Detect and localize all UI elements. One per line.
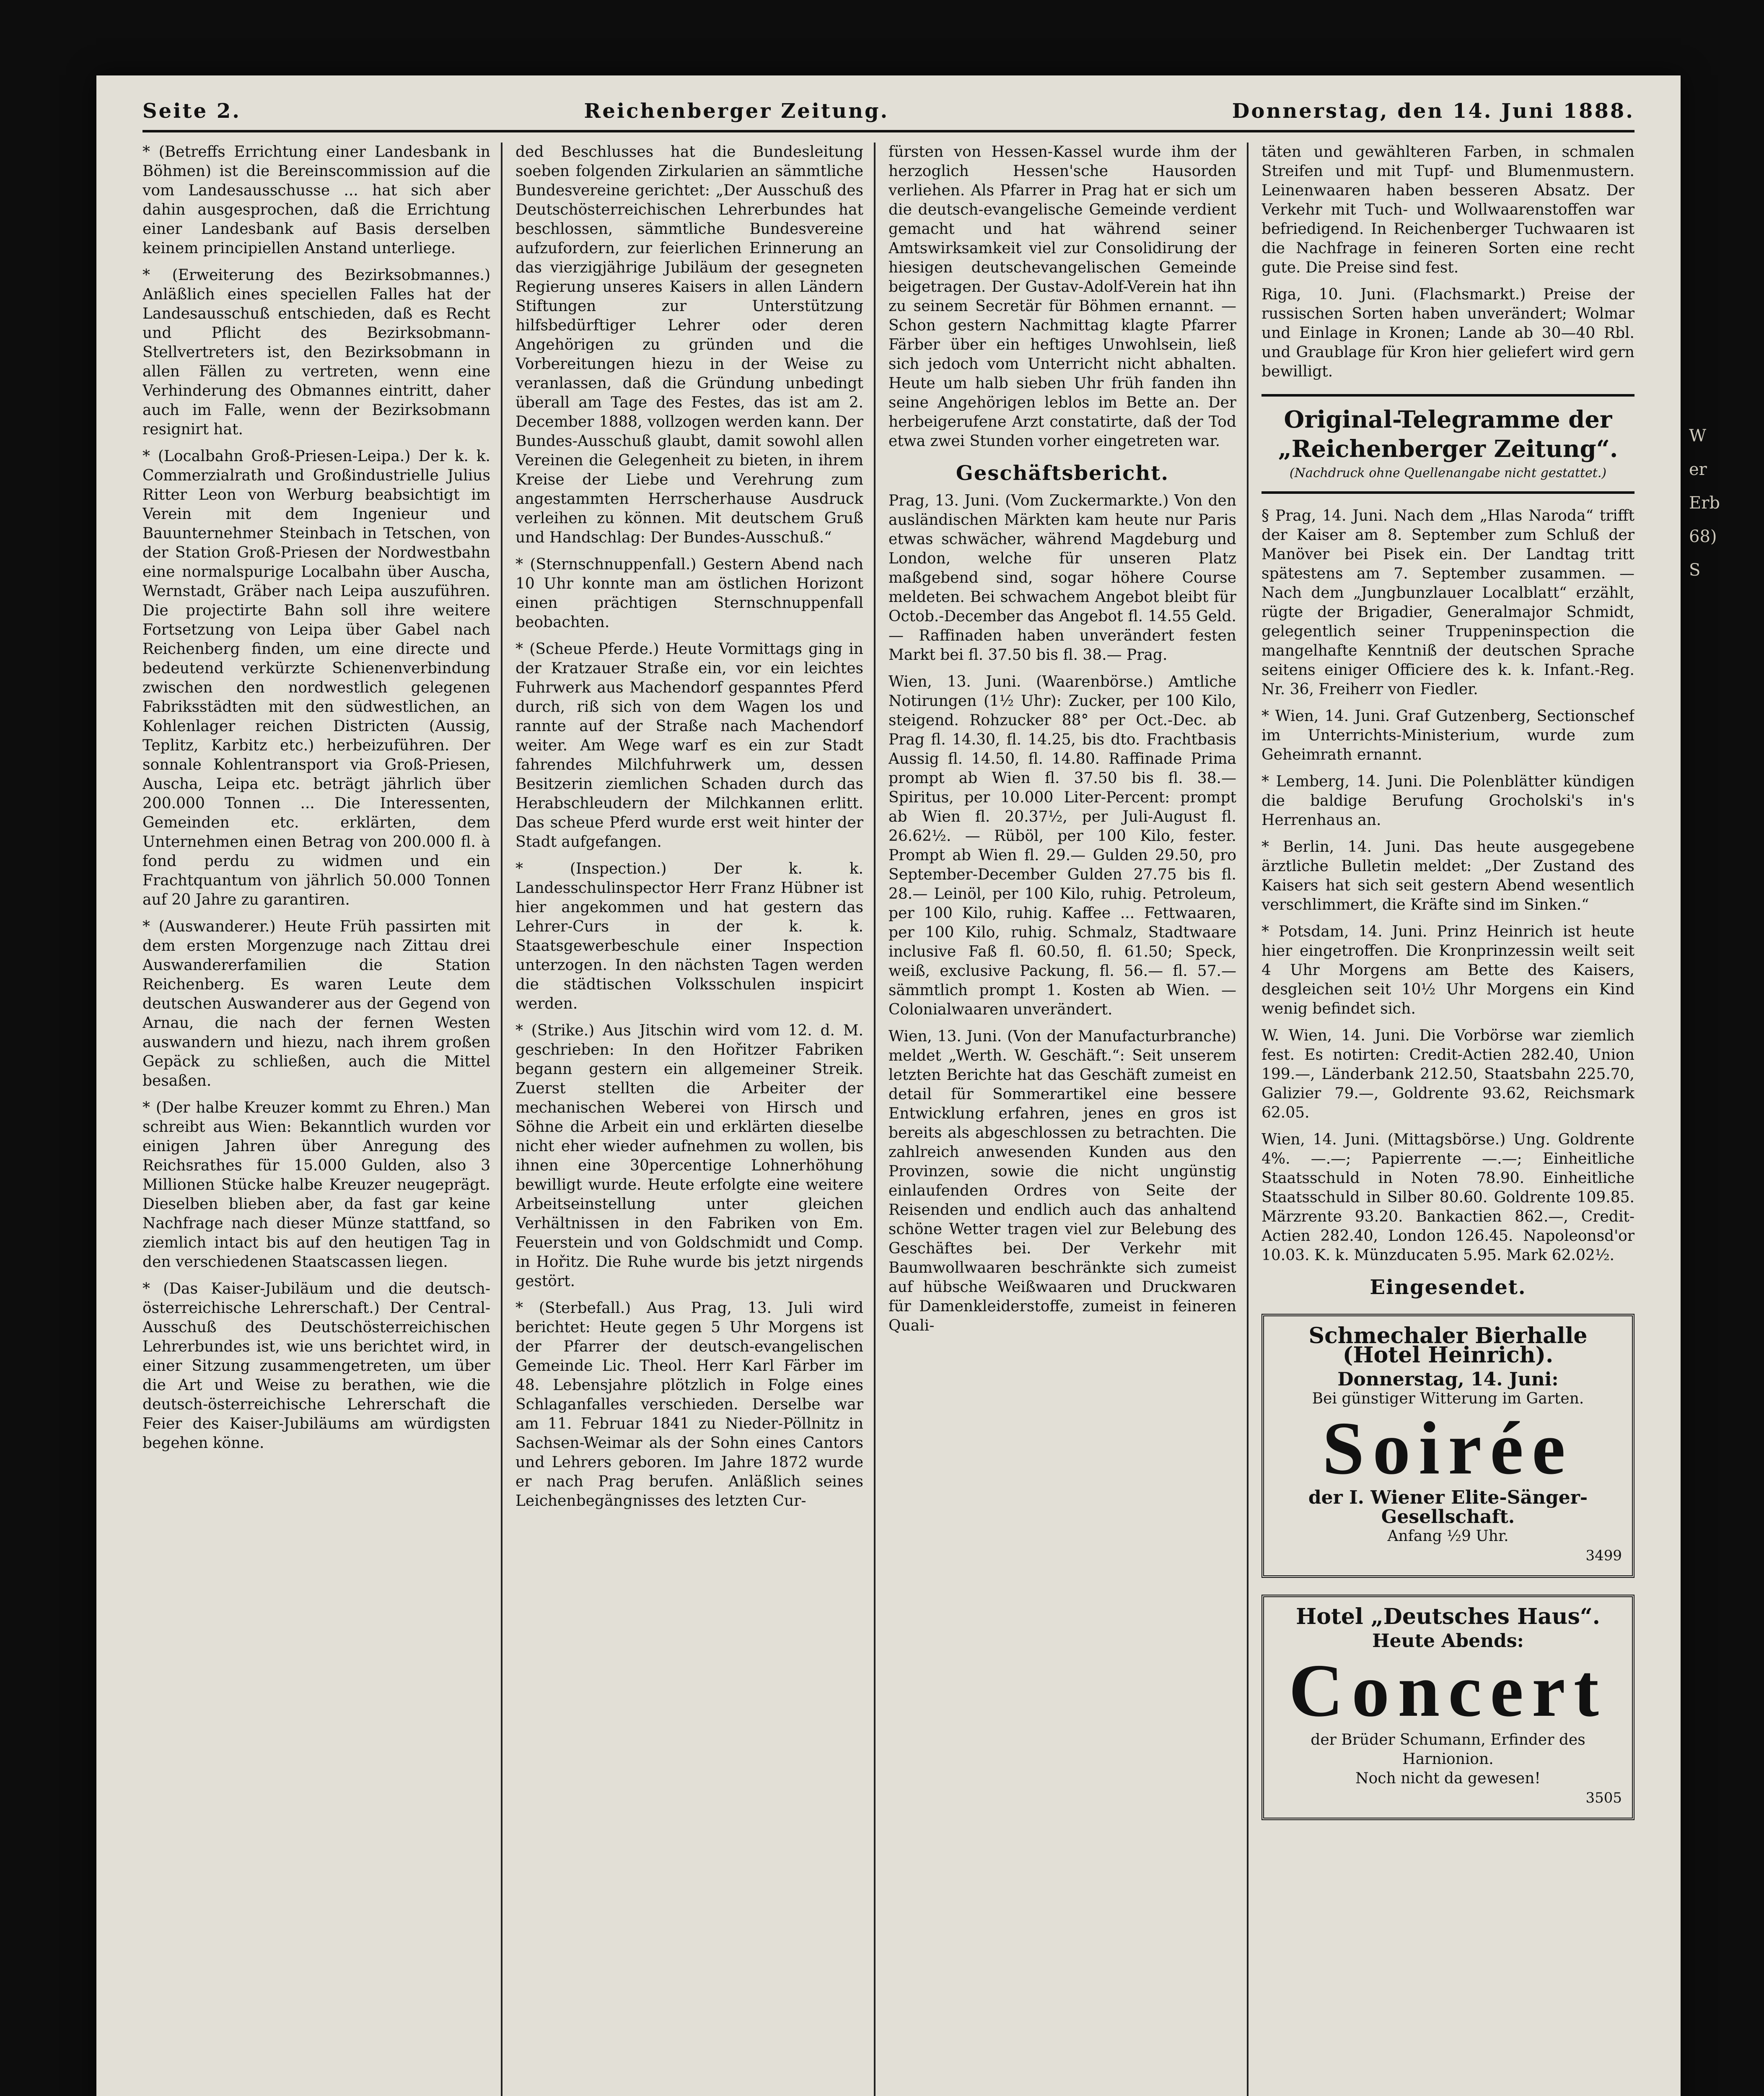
article-localbahn: * (Localbahn Groß-Priesen-Leipa.) Der k. k. Commerzialrath und Großindustrielle Julius Ritter Leon von Werburg beabsichtigt im Verein mit dem Ingenieur und Bauunternehmer Steinbach in Tetschen, von der Station Groß-Priesen der Nordwestbahn eine normalspurige Localbahn über Auscha, Wernstadt, Gräber nach Leipa auszuführen. Die projectirte Bahn soll ihre weitere Fortsetzung von Leipa über Gabel nach Reichenberg finden, um eine directe und bedeutend verkürzte Schienenverbindung zwischen den nordwestlich gelegenen Fabriksstädten mit den südwestlichen, an Kohlenlager reichen Districten (Aussig, Teplitz, Karbitz etc.) herbeizuführen. Der sonnale Kohlentransport via Groß-Priesen, Auscha, Leipa etc. beträgt jährlich über 200.000 Tonnen ... Die Interessenten, Gemeinden etc. erklärten, dem Unternehmen einen Betrag von 200.000 fl. à fond perdu zu widmen und ein Frachtquantum von jährlich 50.000 Tonnen auf 20 Jahre zu garantiren. xyxy=(142,448,490,908)
article-faerber-continued: fürsten von Hessen-Kassel wurde ihm der herzoglich Hessen'sche Hausorden verliehen. Als Pfarrer in Prag hat er sich um die deutsch-evangelische Gemeinde verdient gemacht und hat während seiner Amtswirksamkeit viel zur Consolidirung der hiesigen deutschevangelischen Gemeinde beigetragen. Der Gustav-Adolf-Verein hat ihn zu seinem Secretär für Böhmen ernannt. — Schon gestern Nachmittag klagte Pfarrer Färber über ein heftiges Unwohlsein, ließ sich jedoch vom Unterricht nicht abhalten. Heute um halb sieben Uhr früh fanden ihn seine Angehörigen leblos im Bette an. Der herbeigerufene Arzt constatirte, daß der Tod etwa zwei Stunden vorher eingetreten war. xyxy=(888,143,1236,450)
telegram-potsdam: * Potsdam, 14. Juni. Prinz Heinrich ist heute hier eingetroffen. Die Kronprinzessin weilt seit 4 Uhr Morgens am Bette des Kaisers, desgleichen seit 10½ Uhr Morgens ein Kind wenig befindet sich. xyxy=(1261,923,1634,1017)
article-inspection: * (Inspection.) Der k. k. Landesschulinspector Herr Franz Hübner ist hier angekommen und hat gestern das Lehrer-Curs in der k. k. Staatsgewerbeschule einer Inspection unterzogen. In den nächsten Tagen werden die städtischen Volksschulen inspicirt werden. xyxy=(515,860,863,1012)
article-sterbefall: * (Sterbefall.) Aus Prag, 13. Juli wird berichtet: Heute gegen 5 Uhr Morgens ist der Pfarrer der deutsch-evangelischen Gemeinde Lic. Theol. Herr Karl Färber im 48. Lebensjahre plötzlich in Folge eines Schlaganfalles verschieden. Derselbe war am 11. Februar 1841 zu Nieder-Pöllnitz in Sachsen-Weimar als der Sohn eines Cantors und Lehrers geboren. Im Jahre 1872 wurde er nach Prag berufen. Anläßlich seines Leichenbegängnisses des letzten Cur- xyxy=(515,1300,863,1510)
telegram-lemberg: * Lemberg, 14. Juni. Die Polenblätter kündigen die baldige Berufung Grocholski's in's Herrenhaus an. xyxy=(1261,773,1634,829)
telegram-berlin: * Berlin, 14. Juni. Das heute ausgegebene ärztliche Bulletin meldet: „Der Zustand des Kaisers hat sich seit gestern Abend wesentlich verschlimmert, die Kräfte sind im Sinken.“ xyxy=(1261,838,1634,913)
ad-venue: Hotel „Deutsches Haus“. xyxy=(1296,1604,1600,1629)
newspaper-page xyxy=(96,75,1681,2096)
ad-number: 3499 xyxy=(1585,1547,1622,1564)
adjacent-page-fragment xyxy=(1689,419,1752,1677)
edge-text: S xyxy=(1689,560,1701,580)
telegram-wien: * Wien, 14. Juni. Graf Gutzenberg, Sectionschef im Unterrichts-Ministerium, wurde zum Geheimrath ernannt. xyxy=(1261,708,1634,763)
section-heading-eingesendet: Eingesendet. xyxy=(1370,1276,1526,1299)
report-manufactur: Wien, 13. Juni. (Von der Manufacturbranche) meldet „Werth. W. Geschäft.“: Seit unserem letzten Berichte hat das Geschäft zumeist en detail für Sommerartikel eine bessere Entwicklung erfahren, jenes en gros ist bereits als abgeschlossen zu betrachten. Die zahlreich anwesenden Kunden aus den Provinzen, sowie die nicht ungünstig einlaufenden Ordres von Seite der Reisenden und endlich auch das anhaltend schöne Wetter tragen viel zur Belebung des Geschäftes bei. Der Verkehr mit Baumwollwaaren beschränkte sich zumeist auf hübsche Weißwaaren und Druckwaren für Damenkleiderstoffe, zumeist in feineren Quali- xyxy=(888,1028,1236,1334)
ad-performer: der Brüder Schumann, Erfinder des Harnionion. xyxy=(1311,1731,1585,1768)
issue-date: Donnerstag, den 14. Juni 1888. xyxy=(1232,99,1634,123)
report-riga-flachs: Riga, 10. Juni. (Flachsmarkt.) Preise der russischen Sorten haben unverändert; Wolmar und Einlage in Kronen; Lande ab 30—40 Rbl. und Graublage für Kron hier geliefert wird gern bewilligt. xyxy=(1261,286,1634,380)
telegram-vorboerse: W. Wien, 14. Juni. Die Vorbörse war ziemlich fest. Es notirten: Credit-Actien 282.40, Union 199.—, Länderbank 212.50, Staatsbahn 225.70, Galizier 79.—, Goldrente 93.62, Reichsmark 62.05. xyxy=(1261,1027,1634,1121)
newspaper-title: Reichenberger Zeitung. xyxy=(584,99,889,123)
telegram-box-title: Original-Telegramme der „Reichenberger Zeitung“. xyxy=(1278,406,1618,463)
article-bezirksobmann: * (Erweiterung des Bezirksobmannes.) Anläßlich eines speciellen Falles hat der Landesausschuß entschieden, daß es Recht und Pflicht des Bezirksobmann-Stellvertreters ist, den Bezirksobmann in allen Fällen zu vertreten, wenn eine Verhinderung des Obmannes eintritt, daher auch im Falle, wenn der Bezirksobmann resignirt hat. xyxy=(142,267,490,438)
article-auswanderer: * (Auswanderer.) Heute Früh passirten mit dem ersten Morgenzuge nach Zittau drei Auswandererfamilien die Station Reichenberg. Es waren Leute dem deutschen Auswanderer aus der Gegend von Arnau, die nach der fernen Westen auswandern und hiezu, nach ihrem großen Gepäck zu schließen, auch die Mittel besaßen. xyxy=(142,918,490,1090)
telegram-prag: § Prag, 14. Juni. Nach dem „Hlas Naroda“ trifft der Kaiser am 8. September zum Schluß der Manöver bei Pisek ein. Der Landtag tritt spätestens am 7. September zusammen. — Nach dem „Jungbunzlauer Localblatt“ erzählt, rügte der Brigadier, Generalmajor Schmidt, gelegentlich seiner Truppeninspection die mangelhafte Kenntniß der deutschen Sprache seitens einiger Officiere des k. k. Infant.-Reg. Nr. 36, Freiherr von Fiedler. xyxy=(1261,507,1634,698)
section-heading-business: Geschäftsbericht. xyxy=(956,462,1169,485)
article-kaiser-jubilaeum: * (Das Kaiser-Jubiläum und die deutsch-österreichische Lehrerschaft.) Der Central-Ausschuß des Deutschösterreichischen Lehrerbundes ist, wie uns berichtet wird, in einer Sitzung zusammengetreten, um über die Art und Weise zu berathen, wie die deutsch-österreichische Lehrerschaft die Feier des Kaiser-Jubiläums am würdigsten begehen könne. xyxy=(142,1280,490,1452)
column-rule xyxy=(874,143,876,2096)
article-landesbank: * (Betreffs Errichtung einer Landesbank in Böhmen) ist die Bereinscommission auf die vom Landesausschusse ... hat sich aber dahin ausgesprochen, daß die Errichtung einer Landesbank auf Basis derselben keinem principiellen Anstand unterliege. xyxy=(142,143,490,257)
column-rule xyxy=(1247,143,1249,2096)
report-waarenboerse: Wien, 13. Juni. (Waarenbörse.) Amtliche Notirungen (1½ Uhr): Zucker, per 100 Kilo, steigend. Rohzucker 88° per Oct.-Dec. ab Prag fl. 14.30, fl. 14.25, bis dto. Frachtbasis Aussig fl. 14.50, fl. 14.80. Raffinade Prima prompt ab Wien fl. 37.50 bis fl. 38.— Spiritus, per 10.000 Liter-Percent: prompt ab Wien fl. 20.37½, per Juli-August fl. 26.62½. — Rüböl, per 100 Kilo, fester. Prompt ab Wien fl. 29.— Gulden 29.50, pro September-December Gulden 27.75 bis fl. 28.— Leinöl, per 100 Kilo, ruhig. Petroleum, per 100 Kilo, ruhig. Kaffee ... Fettwaaren, per 100 Kilo, ruhig. Schmalz, Stadtwaare inclusive Faß fl. 60.50, fl. 61.50; Speck, weiß, exclusive Packung, fl. 56.— fl. 57.— sämmtlich prompt 1. Kosten ab Wien. — Colonialwaaren unverändert. xyxy=(888,673,1236,1018)
ad-condition: Bei günstiger Witterung im Garten. xyxy=(1312,1390,1584,1407)
report-manufactur-continued: täten und gewählteren Farben, in schmalen Streifen und mit Tupf- und Blumenmustern. Leinenwaaren haben besseren Absatz. Der Verkehr mit Tuch- und Wollwaarenstoffen war befriedigend. In Reichenberger Tuchwaaren ist die Nachfrage in feineren Sorten eine recht gute. Die Preise sind fest. xyxy=(1261,143,1634,276)
column-rule xyxy=(501,143,503,2096)
article-halbe-kreuzer: * (Der halbe Kreuzer kommt zu Ehren.) Man schreibt aus Wien: Bekanntlich wurden vor einigen Jahren über Anregung des Reichsrathes für 15.000 Gulden, also 3 Millionen Stücke halbe Kreuzer neugeprägt. Dieselben blieben aber, da fast gar keine Nachfrage nach dieser Münze stattfand, so ziemlich intact bis auf den heutigen Tag in den verschiedenen Staatscassen liegen. xyxy=(142,1099,490,1271)
ad-headline: Concert xyxy=(1289,1649,1607,1732)
ad-date: Donnerstag, 14. Juni: xyxy=(1337,1369,1559,1390)
column-1 xyxy=(142,143,490,2096)
telegram-box xyxy=(1261,394,1634,494)
article-scheue-pferde: * (Scheue Pferde.) Heute Vormittags ging in der Kratzauer Straße ein, vor ein leichtes Fuhrwerk aus Machendorf gespanntes Pferd durch, riß sich von dem Wagen los und rannte auf der Straße nach Machendorf weiter. Am Wege warf es ein zur Stadt fahrendes Milchfuhrwerk um, dessen Besitzerin ziemlichen Schaden durch das Herabschleudern der Milchkannen erlitt. Das scheue Pferd wurde erst weit hinter der Stadt aufgefangen. xyxy=(515,641,863,851)
edge-text: 68) xyxy=(1689,527,1717,546)
ad-venue: Schmechaler Bierhalle (Hotel Heinrich). xyxy=(1308,1323,1588,1368)
page-number: Seite 2. xyxy=(142,99,241,123)
article-sternschnuppen: * (Sternschnuppenfall.) Gestern Abend nach 10 Uhr konnte man am östlichen Horizont einen prächtigen Sternschnuppenfall beobachten. xyxy=(515,556,863,631)
edge-text: Erb xyxy=(1689,493,1720,513)
advertisement-soiree xyxy=(1261,1314,1634,1578)
ad-note: Noch nicht da gewesen! xyxy=(1355,1770,1541,1787)
column-2 xyxy=(515,143,863,2096)
article-strike: * (Strike.) Aus Jitschin wird vom 12. d. M. geschrieben: In den Hořitzer Fabriken begann gestern ein allgemeiner Streik. Zuerst stellten die Arbeiter der mechanischen Weberei von Hirsch und Söhne die Arbeit ein und erklärten dieselbe nicht eher wieder aufnehmen zu wollen, bis ihnen eine 30percentige Lohnerhöhung bewilligt wurde. Heute erfolgte eine weitere Arbeitseinstellung unter gleichen Verhältnissen in den Fabriken von Em. Feuerstein und von Goldschmidt und Comp. in Hořitz. Die Ruhe wurde bis jetzt nirgends gestört. xyxy=(515,1022,863,1290)
advertisement-concert xyxy=(1261,1595,1634,1820)
ad-headline: Soirée xyxy=(1322,1406,1574,1490)
edge-text: er xyxy=(1689,460,1707,479)
article-bundesleitung: ded Beschlusses hat die Bundesleitung soeben folgenden Zirkularien an sämmtliche Bundesvereine gerichtet: „Der Ausschuß des Deutschösterreichischen Lehrerbundes hat beschlossen, sämmtliche Bundesvereine aufzufordern, zur feierlichen Erinnerung an das vierzigjährige Jubiläum der gesegneten Regierung unseres Kaisers in allen Ländern Stiftungen zur Unterstützung hilfsbedürftiger Lehrer oder deren Angehörigen zu gründen und die Vorbereitungen hiezu in der Weise zu veranlassen, daß die Gründung unbedingt überall am Tage des Festes, das ist am 2. December 1888, vollzogen werden kann. Der Bundes-Ausschuß glaubt, damit sowohl allen Vereinen die Gelegenheit zu bieten, in ihrem Kreise der Liebe und Verehrung zum angestammten Herrscherhause Ausdruck verleihen zu können. Mit deutschem Gruß und Handschlag: Der Bundes-Ausschuß.“ xyxy=(515,143,863,546)
page-header xyxy=(142,92,1634,132)
telegram-box-subtitle: (Nachdruck ohne Quellenangabe nicht gestattet.) xyxy=(1289,466,1607,480)
ad-number: 3505 xyxy=(1585,1790,1622,1806)
ad-performer: der I. Wiener Elite-Sänger-Gesellschaft. xyxy=(1308,1487,1588,1528)
telegram-mittagsboerse: Wien, 14. Juni. (Mittagsbörse.) Ung. Goldrente 4%. —.—; Papierrente —.—; Einheitliche Staatsschuld in Noten 78.90. Einheitliche Staatsschuld in Silber 80.60. Goldrente 109.85. Märzrente 93.20. Bankactien 862.—, Credit-Actien 282.40, London 126.45. Napoleonsd'or 10.03. K. k. Münzducaten 5.95. Mark 62.02½. xyxy=(1261,1131,1634,1264)
ad-when: Heute Abends: xyxy=(1372,1630,1524,1652)
report-zuckermarkt: Prag, 13. Juni. (Vom Zuckermarkte.) Von den ausländischen Märkten kam heute nur Paris etwas schwächer, während Magdeburg und London, welche für unseren Platz maßgebend sind, sogar höhere Course meldeten. Bei schwachem Angebot bleibt für Octob.-December das Angebot fl. 14.55 Geld. — Raffinaden haben unverändert festen Markt bei fl. 37.50 bis fl. 38.— Prag. xyxy=(888,492,1236,664)
column-4 xyxy=(1261,143,1634,2096)
column-3 xyxy=(888,143,1236,2096)
ad-start-time: Anfang ½9 Uhr. xyxy=(1387,1528,1509,1545)
edge-text: W xyxy=(1689,426,1707,446)
